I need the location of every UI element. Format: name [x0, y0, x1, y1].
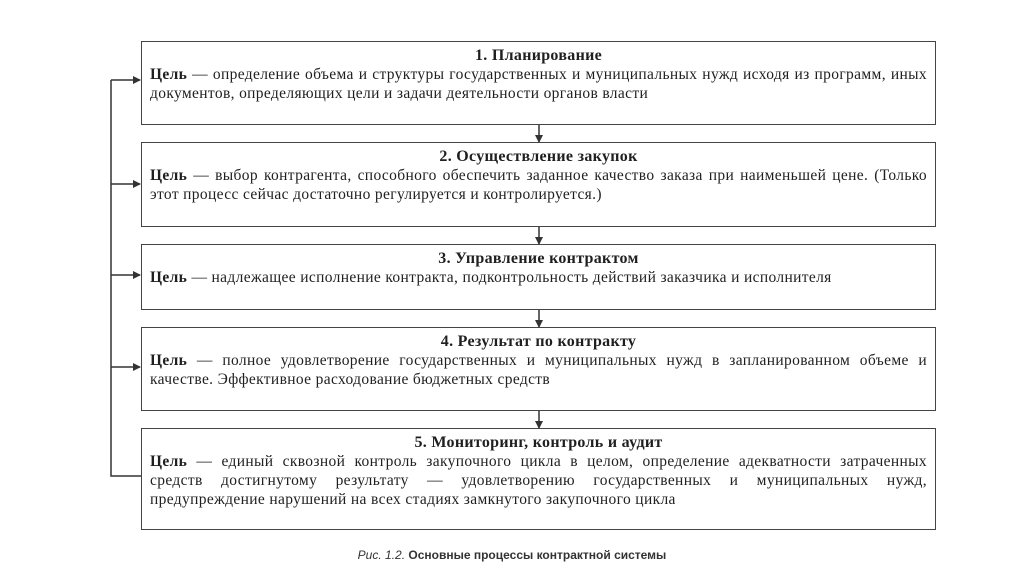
step-box-contract-management — [141, 244, 936, 310]
goal-text: — надлежащее исполнение контракта, подконтрольность действий заказчика и исполнителя — [187, 269, 832, 286]
step-box-planning — [141, 41, 936, 125]
goal-text: — определение объема и структуры государственных и муниципальных нужд исходя из программ, иных документов, определяющих цели и задачи деятельности органов власти — [150, 66, 927, 102]
feedback-loop-line — [111, 80, 141, 476]
step-box-contract-result — [141, 327, 936, 411]
figure-title: Основные процессы контрактной системы — [408, 548, 667, 562]
step-title: 1. Планирование — [474, 47, 603, 64]
step-description — [150, 166, 927, 204]
goal-label: Цель — [150, 167, 188, 184]
goal-text: — единый сквозной контроль закупочного цикла в целом, определение адекватности затраченных средств достигнутому результату — удовлетворению государственных и муниципальных нужд, предупреждение нарушений на всех стадиях замкнутого закупочного цикла — [150, 453, 927, 508]
figure-caption — [0, 548, 1024, 562]
step-title: 4. Результат по контракту — [440, 333, 637, 350]
step-description — [150, 268, 927, 287]
step-title: 2. Осуществление закупок — [439, 148, 638, 165]
step-box-procurement — [141, 142, 936, 227]
step-description — [150, 452, 927, 509]
step-description — [150, 65, 927, 103]
step-title: 5. Мониторинг, контроль и аудит — [414, 434, 663, 451]
goal-label: Цель — [150, 352, 188, 369]
goal-label: Цель — [150, 269, 188, 286]
goal-text: — полное удовлетворение государственных и муниципальных нужд в запланированном объеме и качестве. Эффективное расходование бюджетных средств — [150, 352, 927, 388]
goal-label: Цель — [150, 66, 188, 83]
goal-text: — выбор контрагента, способного обеспечить заданное качество заказа при наименьшей цене. (Только этот процесс сейчас достаточно регулируется и контролируется.) — [150, 167, 927, 203]
goal-label: Цель — [150, 453, 188, 470]
step-box-monitoring — [141, 428, 936, 530]
step-title: 3. Управление контрактом — [438, 250, 639, 267]
figure-label: Рис. 1.2. — [357, 548, 406, 562]
step-description — [150, 351, 927, 389]
